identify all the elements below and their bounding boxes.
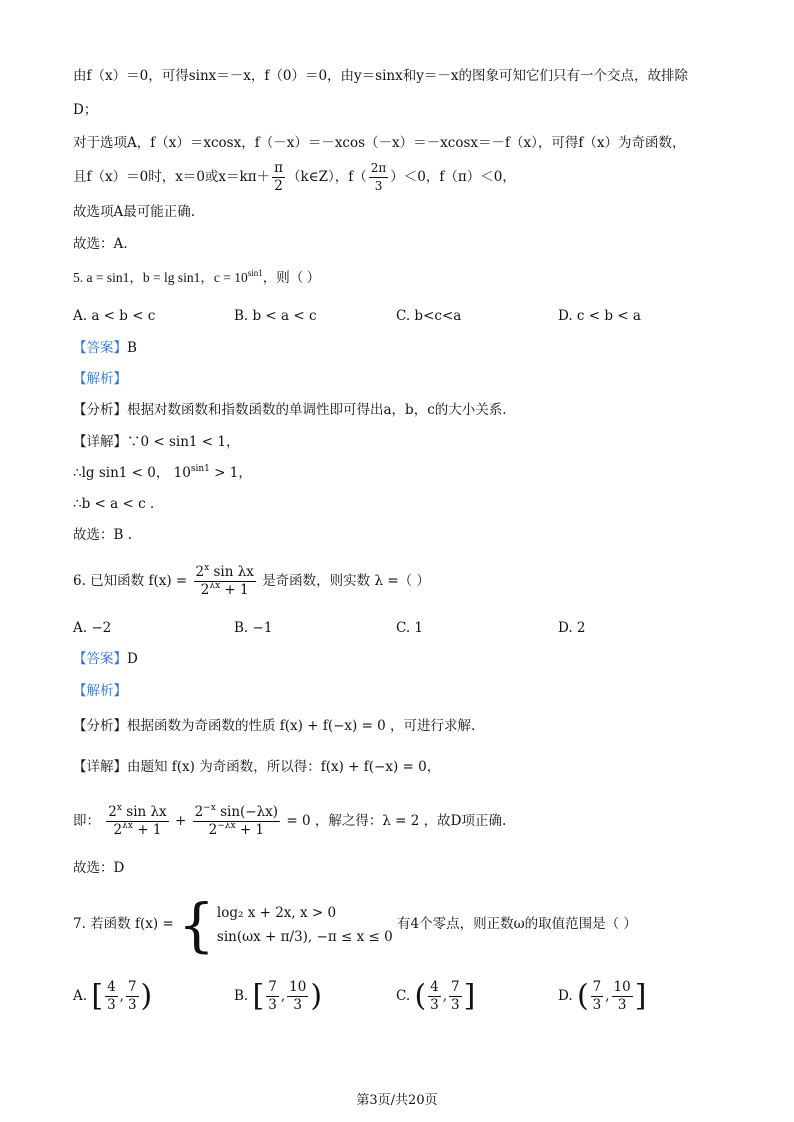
q6-analysis-tag: 【解析】	[73, 683, 127, 699]
q5-option-c: C. b<c<a	[396, 308, 462, 324]
num-base: 2	[195, 564, 205, 580]
den-rest: + 1	[220, 582, 249, 598]
q5-step-2-b: > 1，	[209, 465, 252, 481]
q6-option-a: A. −2	[73, 620, 112, 636]
option-label: B.	[234, 988, 249, 1004]
den-sup: λx	[122, 821, 133, 831]
q5-option-d: D. c < b < a	[558, 308, 641, 324]
bracket-close: ]	[463, 978, 476, 1014]
num-sup: x	[204, 563, 210, 573]
q5-option-a: A. a < b < c	[73, 308, 156, 324]
q5-answer-value: B	[127, 340, 137, 356]
num-rest: sin(−λx)	[215, 804, 279, 820]
den-sup: λx	[209, 581, 221, 591]
numerator: 7	[127, 979, 137, 995]
q6-xiangjie-text: 由题知 f(x) 为奇函数，所以得：f(x) + f(−x) = 0，	[127, 759, 441, 775]
q6-stem-b: 是奇函数，则实数 λ =（ ）	[262, 573, 430, 589]
q6-fraction	[194, 565, 256, 598]
q5-stem	[73, 268, 320, 288]
q6-fenxi-text: 根据函数为奇函数的性质 f(x) + f(−x) = 0 ，可进行求解.	[127, 718, 476, 734]
q5-step-2	[73, 463, 252, 483]
q5-step-2-a: ∴lg sin1 < 0， 10	[73, 465, 191, 481]
text-line-1: 由f（x）＝0，可得sinx＝－x，f（0）＝0，由y＝sinx和y＝－x的图象可知它们只有一个交点，故排除	[73, 68, 688, 84]
q5-fenxi	[73, 400, 507, 420]
frac-a	[428, 980, 441, 1013]
q6-option-c: C. 1	[396, 620, 424, 636]
frac-b	[287, 980, 308, 1013]
numerator	[106, 805, 168, 821]
q5-fenxi-text: 根据对数函数和指数函数的单调性即可得出a，b，c的大小关系.	[127, 402, 507, 418]
denominator: 3	[268, 997, 277, 1013]
denominator: 2	[272, 177, 285, 194]
denominator: 3	[287, 996, 308, 1013]
denominator	[193, 821, 280, 838]
den-base: 2	[113, 822, 123, 838]
numerator: π	[274, 160, 283, 176]
q5-stem-text: 5. a = sin1，b = lg sin1，c = 10	[73, 270, 248, 285]
text-line-2: D；	[73, 102, 98, 118]
bracket-open: (	[576, 978, 589, 1014]
q6-final: 故选：D	[73, 860, 125, 876]
q6-stem-a: 6. 已知函数 f(x) =	[73, 573, 188, 589]
text-line-3: 对于选项A，f（x）＝xcosx，f（－x）＝－xcos（－x）＝－xcosx＝－f（x），可得f（x）为奇函数，	[73, 135, 686, 151]
text-line-5: 故选项A最可能正确.	[73, 204, 196, 220]
den-sup: −λx	[217, 821, 236, 831]
numerator: 7	[592, 979, 602, 995]
left-brace: {	[178, 890, 215, 959]
xiangjie-tag: 【详解】	[73, 759, 127, 775]
q5-final: 故选：B .	[73, 527, 133, 543]
eq-fraction-2	[193, 805, 280, 838]
q5-xiangjie-text: ∵0 < sin1 < 1，	[127, 434, 240, 450]
numerator: 7	[268, 979, 277, 995]
text-line-4-c: ）＜0，f（π）＜0，	[390, 169, 516, 185]
numerator: 10	[289, 979, 307, 995]
q7-stem	[73, 888, 637, 960]
num-sup: −x	[203, 803, 216, 813]
eq-lead: 即：	[73, 813, 100, 829]
option-label: A.	[73, 988, 88, 1004]
option-label: D.	[558, 988, 573, 1004]
numerator	[194, 565, 256, 581]
q6-answer	[73, 649, 138, 669]
q5-step-2-sup: sin1	[190, 464, 210, 474]
q7-stem-a: 7. 若函数 f(x) =	[73, 916, 174, 932]
numerator	[193, 805, 280, 821]
frac-a	[591, 980, 604, 1013]
answer-tag: 【答案】	[73, 340, 127, 356]
text-line-4-a: 且f（x）＝0时，x＝0或x＝kπ＋	[73, 169, 271, 185]
denominator	[106, 821, 168, 838]
den-base: 2	[200, 582, 210, 598]
denominator: 3	[430, 997, 439, 1013]
q7-option-a: A. [ $\frac{4}{3}$ , $\frac{7}{3}$ )	[73, 978, 153, 1014]
fraction-pi-over-2	[272, 161, 285, 194]
numerator: 7	[451, 979, 460, 995]
q5-xiangjie	[73, 432, 240, 452]
frac-a	[266, 980, 279, 1013]
num-base: 2	[108, 804, 117, 820]
frac-b	[126, 980, 139, 1013]
numerator: 2π	[370, 161, 387, 175]
fenxi-tag: 【分析】	[73, 718, 127, 734]
q6-option-d: D. 2	[558, 620, 586, 636]
frac-b	[449, 980, 462, 1013]
q6-answer-value: D	[127, 651, 138, 667]
q7-option-d: D. ( $\frac{7}{3}$ , $\frac{10}{3}$ ]	[558, 978, 647, 1014]
fenxi-tag: 【分析】	[73, 402, 127, 418]
numerator: 4	[430, 979, 439, 995]
num-rest: sin λx	[209, 564, 254, 580]
q6-option-b: B. −1	[234, 620, 273, 636]
bracket-open: [	[91, 978, 104, 1014]
frac-b	[612, 980, 633, 1013]
xiangjie-tag: 【详解】	[73, 434, 127, 450]
num-base: 2	[194, 804, 204, 820]
q6-fenxi	[73, 716, 475, 736]
denominator: 3	[451, 997, 460, 1013]
denominator: 3	[612, 996, 633, 1013]
q5-step-3: ∴b < a < c .	[73, 496, 155, 512]
q7-case-1: log₂ x + 2x, x > 0	[216, 904, 337, 921]
q6-stem	[73, 559, 430, 603]
numerator: 4	[107, 979, 116, 995]
q7-option-c: C. ( $\frac{4}{3}$ , $\frac{7}{3}$ ]	[396, 978, 476, 1014]
num-rest: sin λx	[121, 804, 167, 820]
eq-plus: +	[174, 813, 187, 829]
answer-tag: 【答案】	[73, 651, 127, 667]
q7-cases	[217, 901, 393, 949]
q5-option-b: B. b < a < c	[234, 308, 317, 324]
text-line-4	[73, 158, 516, 196]
den-rest: + 1	[235, 822, 265, 838]
denominator: 3	[107, 997, 116, 1013]
num-sup: x	[116, 803, 122, 813]
bracket-close: ]	[634, 978, 647, 1014]
q5-stem-sup: sin1	[247, 268, 263, 278]
q5-answer	[73, 338, 137, 358]
q6-equation	[73, 798, 506, 844]
denominator	[194, 581, 256, 598]
fraction-2pi-over-3	[369, 161, 389, 194]
q7-piecewise	[178, 890, 393, 959]
frac-a	[105, 980, 118, 1013]
bracket-open: (	[414, 978, 427, 1014]
denominator: 3	[127, 997, 137, 1013]
denominator: 3	[592, 997, 602, 1013]
option-label: C.	[396, 988, 411, 1004]
bracket-close: )	[140, 978, 153, 1014]
text-line-6: 故选：A.	[73, 236, 128, 252]
eq-tail: = 0 ，解之得：λ = 2 ，故D项正确.	[286, 813, 507, 829]
bracket-close: )	[310, 978, 323, 1014]
numerator: 10	[613, 979, 631, 995]
eq-fraction-1	[106, 805, 168, 838]
den-rest: + 1	[132, 822, 162, 838]
q6-xiangjie	[73, 757, 440, 777]
page-footer: 第3页/共20页	[356, 1093, 438, 1108]
text-line-4-b: （k∈Z），f（	[286, 169, 367, 185]
den-base: 2	[208, 822, 218, 838]
denominator: 3	[369, 177, 389, 194]
bracket-open: [	[252, 978, 265, 1014]
q5-stem-end: ，则（ ）	[262, 270, 321, 285]
q5-analysis-tag: 【解析】	[73, 371, 127, 387]
q7-option-b: B. [ $\frac{7}{3}$ , $\frac{10}{3}$ )	[234, 978, 323, 1014]
q7-case-2: sin(ωx + π/3), −π ≤ x ≤ 0	[216, 928, 393, 945]
q7-stem-b: 有4个零点，则正数ω的取值范围是（ ）	[396, 916, 637, 932]
